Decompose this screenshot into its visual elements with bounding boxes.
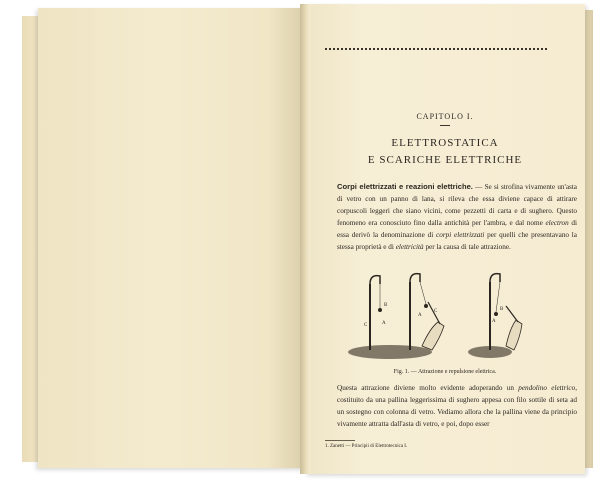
chapter-title-line1: ELETTROSTATICA xyxy=(391,137,499,149)
fig-label-a-3: A xyxy=(492,319,496,324)
fig-label-c-1: C xyxy=(364,323,368,328)
paragraph-2 xyxy=(325,382,577,430)
book-gutter xyxy=(300,4,310,474)
fig-label-a-2: A xyxy=(418,313,422,318)
stand-hook-3 xyxy=(490,274,500,282)
section-heading: Corpi elettrizzati e reazioni elettriche. xyxy=(337,182,473,191)
stand-hook-2 xyxy=(410,274,420,282)
fig-label-b-2: B xyxy=(500,307,504,312)
fig-label-a-1: A xyxy=(382,321,386,326)
pith-ball-2 xyxy=(424,304,428,308)
left-page-blank xyxy=(38,8,308,468)
stand-base-left xyxy=(348,345,432,359)
hand-right xyxy=(506,320,522,350)
right-page-edge xyxy=(585,10,593,468)
right-page xyxy=(305,4,585,474)
p1-elettricita: elettricità xyxy=(395,243,424,251)
figure-caption: Fig. 1. — Attrazione e repulsione elettrica. xyxy=(393,369,497,375)
footnote-rule xyxy=(325,440,355,441)
hand-middle xyxy=(422,322,444,350)
pith-ball-3 xyxy=(494,312,498,316)
figure-pendulum-illustration xyxy=(340,266,530,366)
p1-electron: electron xyxy=(545,219,569,227)
header-ornament-rule xyxy=(325,48,547,50)
chapter-title-line2: E SCARICHE ELETTRICHE xyxy=(367,154,523,166)
p2-text-a: Questa attrazione diviene molto evidente adoperando un xyxy=(337,384,519,392)
p1-corpi: corpi elettrizzati xyxy=(436,231,485,239)
footnote: 1. Zanetti — Principii di Elettrotecnica I. xyxy=(325,444,408,449)
stand-hook-1 xyxy=(370,276,380,284)
fig-label-c-2: C xyxy=(434,309,438,314)
thread-2 xyxy=(420,282,426,304)
chapter-label: CAPITOLO I. xyxy=(416,112,474,121)
pith-ball-1 xyxy=(378,308,382,312)
p1-text-a: — Se si strofina vivamente un'asta di vetro con un panno di lana, si rileva che essa diviene capace di attirare corpuscoli leggeri che siano vicini, come pezzetti di carta e di sughero. Questo fenomeno era conosciuto fino dalla antichità per l'ambra, e dal nome xyxy=(337,183,577,227)
p1-text-d: per la causa di tale attrazione. xyxy=(423,243,511,251)
glass-rod-right xyxy=(506,306,518,322)
chapter-dash xyxy=(440,125,450,126)
p1-text-c: per quelli che presentavano la stessa proprietà e di xyxy=(337,231,577,251)
p1-text-b: di essa derivò la denominazione di xyxy=(337,219,578,239)
fig-label-b-1: B xyxy=(384,303,388,308)
paragraph-1 xyxy=(325,181,577,253)
p2-text-b: , costituito da una pallina leggerissima di sughero appesa con filo sottile di seta ad un sostegno con colonna di vetro. Vediamo allora che la pallina viene da principio vivamente attratta dall'asta di vetro, e poi, dopo esser xyxy=(337,384,578,428)
p2-pendolino: pendolino elettrico xyxy=(518,384,576,392)
